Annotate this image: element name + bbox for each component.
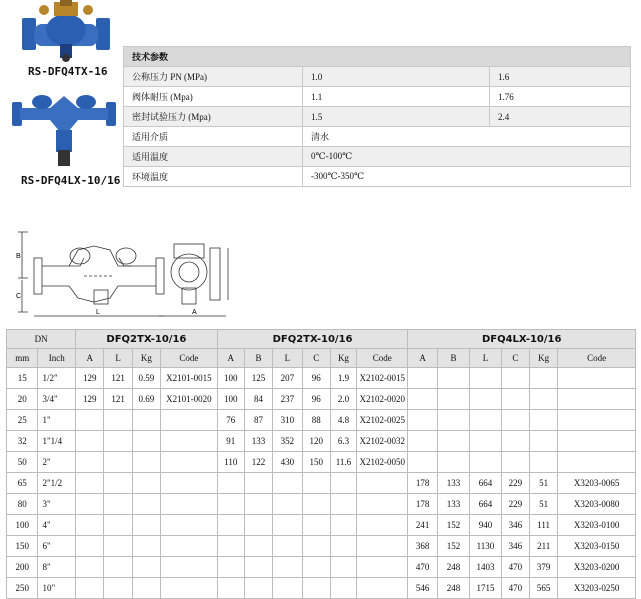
table-cell <box>437 410 469 431</box>
table-cell: 133 <box>437 494 469 515</box>
table-cell <box>161 452 218 473</box>
table-cell <box>558 368 636 389</box>
table-row <box>7 515 636 536</box>
table-cell: X3203-0200 <box>558 557 636 578</box>
product-label-lx: RS-DFQ4LX-10/16 <box>21 174 121 187</box>
table-cell <box>244 473 272 494</box>
table-cell <box>437 431 469 452</box>
table-cell: 346 <box>501 515 529 536</box>
table-cell <box>244 494 272 515</box>
table-cell <box>76 557 104 578</box>
table-cell: 1"1/4 <box>38 431 76 452</box>
table-cell <box>558 431 636 452</box>
table-cell: 211 <box>530 536 558 557</box>
drawing-label-a: A <box>192 309 197 316</box>
spec-value-1: 清水 <box>303 127 631 147</box>
column-header: Code <box>161 349 218 368</box>
table-cell <box>357 473 408 494</box>
table-cell <box>132 494 160 515</box>
table-cell <box>76 410 104 431</box>
drawing-label-c: C <box>16 293 22 300</box>
table-cell: 121 <box>104 368 132 389</box>
table-row <box>7 557 636 578</box>
table-cell <box>357 515 408 536</box>
table-cell <box>217 473 244 494</box>
table-cell <box>330 473 356 494</box>
table-cell <box>132 578 160 599</box>
table-cell <box>132 536 160 557</box>
table-cell <box>330 515 356 536</box>
table-cell: 4.8 <box>330 410 356 431</box>
table-cell: 96 <box>302 368 330 389</box>
spec-row <box>124 107 631 127</box>
spec-value-1: 1.1 <box>303 87 490 107</box>
table-cell <box>104 578 132 599</box>
table-cell <box>217 557 244 578</box>
table-cell: 346 <box>501 536 529 557</box>
column-header: B <box>437 349 469 368</box>
spec-value-1: 0℃-100℃ <box>303 147 631 167</box>
table-cell <box>104 494 132 515</box>
table-cell <box>558 452 636 473</box>
table-cell <box>302 536 330 557</box>
table-cell: 51 <box>530 473 558 494</box>
table-row <box>7 578 636 599</box>
table-cell: 178 <box>408 473 437 494</box>
column-header: A <box>217 349 244 368</box>
table-cell <box>161 557 218 578</box>
table-cell: 470 <box>501 557 529 578</box>
table-cell <box>530 389 558 410</box>
table-cell <box>244 578 272 599</box>
table-cell: 178 <box>408 494 437 515</box>
table-cell: X2101-0015 <box>161 368 218 389</box>
table-cell <box>132 473 160 494</box>
table-cell: 10" <box>38 578 76 599</box>
table-row <box>7 368 636 389</box>
spec-name: 密封试验压力 (Mpa) <box>124 107 303 127</box>
column-header: C <box>302 349 330 368</box>
column-header: A <box>408 349 437 368</box>
table-cell <box>76 536 104 557</box>
table-cell <box>104 515 132 536</box>
table-cell <box>501 389 529 410</box>
spec-name: 公称压力 PN (MPa) <box>124 67 303 87</box>
table-cell <box>217 494 244 515</box>
column-header: Kg <box>530 349 558 368</box>
table-cell <box>76 494 104 515</box>
table-cell <box>408 410 437 431</box>
table-cell: 470 <box>501 578 529 599</box>
table-row <box>7 389 636 410</box>
table-cell: 51 <box>530 494 558 515</box>
dimension-table <box>6 329 636 599</box>
table-cell: 430 <box>273 452 302 473</box>
table-cell: 87 <box>244 410 272 431</box>
table-cell: 565 <box>530 578 558 599</box>
table-row <box>7 494 636 515</box>
table-cell: X3203-0250 <box>558 578 636 599</box>
table-cell <box>76 431 104 452</box>
table-cell <box>273 494 302 515</box>
table-cell <box>357 494 408 515</box>
column-header: C <box>501 349 529 368</box>
table-cell: 25 <box>7 410 38 431</box>
table-cell <box>273 536 302 557</box>
table-cell: 0.69 <box>132 389 160 410</box>
table-cell: 80 <box>7 494 38 515</box>
table-cell: X3203-0080 <box>558 494 636 515</box>
table-cell: 133 <box>437 473 469 494</box>
table-cell: 150 <box>7 536 38 557</box>
table-cell: X2101-0020 <box>161 389 218 410</box>
table-row <box>7 536 636 557</box>
spec-header-row <box>124 47 631 67</box>
table-cell: 3" <box>38 494 76 515</box>
spec-row <box>124 87 631 107</box>
table-cell: 1130 <box>470 536 501 557</box>
spec-value-1: 1.5 <box>303 107 490 127</box>
table-cell <box>302 473 330 494</box>
table-cell: 84 <box>244 389 272 410</box>
table-cell: 20 <box>7 389 38 410</box>
table-cell: 470 <box>408 557 437 578</box>
table-cell <box>302 494 330 515</box>
column-header: Kg <box>132 349 160 368</box>
table-cell: 129 <box>76 368 104 389</box>
table-row <box>7 452 636 473</box>
table-cell: X3203-0100 <box>558 515 636 536</box>
table-cell <box>302 515 330 536</box>
table-cell <box>501 410 529 431</box>
table-cell <box>470 431 501 452</box>
table-cell: 352 <box>273 431 302 452</box>
table-cell: 1715 <box>470 578 501 599</box>
column-header: A <box>76 349 104 368</box>
table-cell <box>217 536 244 557</box>
dim-body <box>7 368 636 599</box>
table-cell: 3/4" <box>38 389 76 410</box>
table-cell: 65 <box>7 473 38 494</box>
table-cell: 121 <box>104 389 132 410</box>
group-header-3: DFQ4LX-10/16 <box>408 330 636 349</box>
column-header: B <box>244 349 272 368</box>
table-cell: 125 <box>244 368 272 389</box>
table-cell <box>330 494 356 515</box>
table-cell: 368 <box>408 536 437 557</box>
table-cell: 940 <box>470 515 501 536</box>
table-cell <box>104 557 132 578</box>
table-cell <box>161 536 218 557</box>
table-cell <box>330 536 356 557</box>
table-cell <box>530 452 558 473</box>
dim-sub-header-row <box>7 349 636 368</box>
table-cell <box>530 410 558 431</box>
dimension-drawing <box>14 228 236 320</box>
spec-value-2: 1.6 <box>490 67 631 87</box>
spec-value-2: 2.4 <box>490 107 631 127</box>
valve-photo-lx <box>10 88 120 170</box>
table-cell <box>470 410 501 431</box>
table-cell: X2102-0050 <box>357 452 408 473</box>
table-cell <box>302 557 330 578</box>
table-cell <box>437 368 469 389</box>
table-cell: 1" <box>38 410 76 431</box>
table-cell <box>104 473 132 494</box>
column-header: Code <box>558 349 636 368</box>
spec-row <box>124 67 631 87</box>
table-cell <box>357 578 408 599</box>
table-cell: 100 <box>7 515 38 536</box>
table-cell: 200 <box>7 557 38 578</box>
table-cell: 248 <box>437 578 469 599</box>
column-header: Kg <box>330 349 356 368</box>
table-cell <box>161 431 218 452</box>
table-cell <box>408 452 437 473</box>
table-cell: 1403 <box>470 557 501 578</box>
table-cell <box>437 389 469 410</box>
table-cell: 133 <box>244 431 272 452</box>
table-cell: 152 <box>437 515 469 536</box>
table-cell: 1.9 <box>330 368 356 389</box>
table-cell: 6" <box>38 536 76 557</box>
table-cell: 110 <box>217 452 244 473</box>
valve-photo-tx <box>14 0 118 62</box>
table-cell <box>161 473 218 494</box>
table-cell: 76 <box>217 410 244 431</box>
table-cell: 15 <box>7 368 38 389</box>
table-cell: X3203-0150 <box>558 536 636 557</box>
spec-row <box>124 167 631 187</box>
table-row <box>7 410 636 431</box>
table-cell: 6.3 <box>330 431 356 452</box>
column-header: Code <box>357 349 408 368</box>
table-cell <box>76 515 104 536</box>
table-cell <box>357 557 408 578</box>
table-cell: 111 <box>530 515 558 536</box>
column-header: L <box>273 349 302 368</box>
table-cell <box>408 368 437 389</box>
table-cell <box>302 578 330 599</box>
table-cell: 96 <box>302 389 330 410</box>
table-cell: X3203-0065 <box>558 473 636 494</box>
table-cell: 91 <box>217 431 244 452</box>
spec-name: 适用温度 <box>124 147 303 167</box>
table-cell <box>76 473 104 494</box>
table-cell: 129 <box>76 389 104 410</box>
spec-value-1: 1.0 <box>303 67 490 87</box>
drawing-label-b: B <box>16 253 21 260</box>
table-cell <box>244 536 272 557</box>
table-cell: X2102-0025 <box>357 410 408 431</box>
table-cell: 150 <box>302 452 330 473</box>
table-cell <box>132 431 160 452</box>
table-cell <box>530 368 558 389</box>
table-cell <box>530 431 558 452</box>
table-cell <box>357 536 408 557</box>
table-cell <box>408 389 437 410</box>
table-cell: 241 <box>408 515 437 536</box>
spec-value-1: -300℃-350℃ <box>303 167 631 187</box>
dim-group-header-row <box>7 330 636 349</box>
spec-name: 阀体耐压 (Mpa) <box>124 87 303 107</box>
table-cell <box>217 515 244 536</box>
table-cell <box>104 536 132 557</box>
spec-value-2: 1.76 <box>490 87 631 107</box>
table-row <box>7 431 636 452</box>
table-cell: 379 <box>530 557 558 578</box>
table-cell <box>273 515 302 536</box>
table-cell: 2"1/2 <box>38 473 76 494</box>
table-cell <box>470 368 501 389</box>
column-header: Inch <box>38 349 76 368</box>
table-cell <box>104 410 132 431</box>
table-cell <box>132 452 160 473</box>
table-cell <box>558 389 636 410</box>
table-cell <box>470 452 501 473</box>
table-cell: 310 <box>273 410 302 431</box>
table-cell: 229 <box>501 494 529 515</box>
table-cell <box>104 431 132 452</box>
spec-table <box>123 46 631 187</box>
table-cell: 1/2" <box>38 368 76 389</box>
table-cell: 122 <box>244 452 272 473</box>
spec-name: 适用介质 <box>124 127 303 147</box>
table-cell <box>132 557 160 578</box>
table-cell <box>244 557 272 578</box>
table-cell <box>217 578 244 599</box>
table-cell: 2.0 <box>330 389 356 410</box>
spec-row <box>124 147 631 167</box>
table-cell <box>501 431 529 452</box>
table-cell: 207 <box>273 368 302 389</box>
table-cell <box>244 515 272 536</box>
table-cell: X2102-0020 <box>357 389 408 410</box>
table-cell <box>273 578 302 599</box>
table-cell <box>273 473 302 494</box>
table-cell: X2102-0032 <box>357 431 408 452</box>
table-cell: 50 <box>7 452 38 473</box>
table-cell: 2" <box>38 452 76 473</box>
table-cell <box>470 389 501 410</box>
table-cell <box>161 515 218 536</box>
table-cell: 4" <box>38 515 76 536</box>
group-header-1: DFQ2TX-10/16 <box>76 330 218 349</box>
table-cell: 32 <box>7 431 38 452</box>
table-cell <box>408 431 437 452</box>
table-cell: 237 <box>273 389 302 410</box>
table-cell: 664 <box>470 473 501 494</box>
table-cell: 11.6 <box>330 452 356 473</box>
table-cell: 664 <box>470 494 501 515</box>
column-header: L <box>104 349 132 368</box>
dn-header: DN <box>7 330 76 349</box>
group-header-2: DFQ2TX-10/16 <box>217 330 408 349</box>
table-cell <box>104 452 132 473</box>
product-label-tx: RS-DFQ4TX-16 <box>28 65 108 78</box>
table-cell: 248 <box>437 557 469 578</box>
drawing-label-l: L <box>96 309 100 316</box>
table-cell: X2102-0015 <box>357 368 408 389</box>
table-cell <box>501 452 529 473</box>
table-cell: 0.59 <box>132 368 160 389</box>
table-cell <box>501 368 529 389</box>
table-cell <box>437 452 469 473</box>
spec-name: 环境温度 <box>124 167 303 187</box>
table-cell <box>76 578 104 599</box>
table-cell: 100 <box>217 368 244 389</box>
spec-row <box>124 127 631 147</box>
table-cell <box>161 410 218 431</box>
table-cell <box>132 515 160 536</box>
table-cell <box>161 578 218 599</box>
table-cell: 8" <box>38 557 76 578</box>
table-cell <box>330 578 356 599</box>
table-cell: 100 <box>217 389 244 410</box>
table-cell <box>76 452 104 473</box>
table-cell <box>330 557 356 578</box>
table-cell: 250 <box>7 578 38 599</box>
table-cell <box>273 557 302 578</box>
table-cell: 120 <box>302 431 330 452</box>
table-row <box>7 473 636 494</box>
table-cell <box>558 410 636 431</box>
column-header: mm <box>7 349 38 368</box>
table-cell <box>161 494 218 515</box>
table-cell: 229 <box>501 473 529 494</box>
spec-title: 技术参数 <box>124 47 631 67</box>
table-cell: 546 <box>408 578 437 599</box>
table-cell: 88 <box>302 410 330 431</box>
column-header: L <box>470 349 501 368</box>
table-cell <box>132 410 160 431</box>
table-cell: 152 <box>437 536 469 557</box>
